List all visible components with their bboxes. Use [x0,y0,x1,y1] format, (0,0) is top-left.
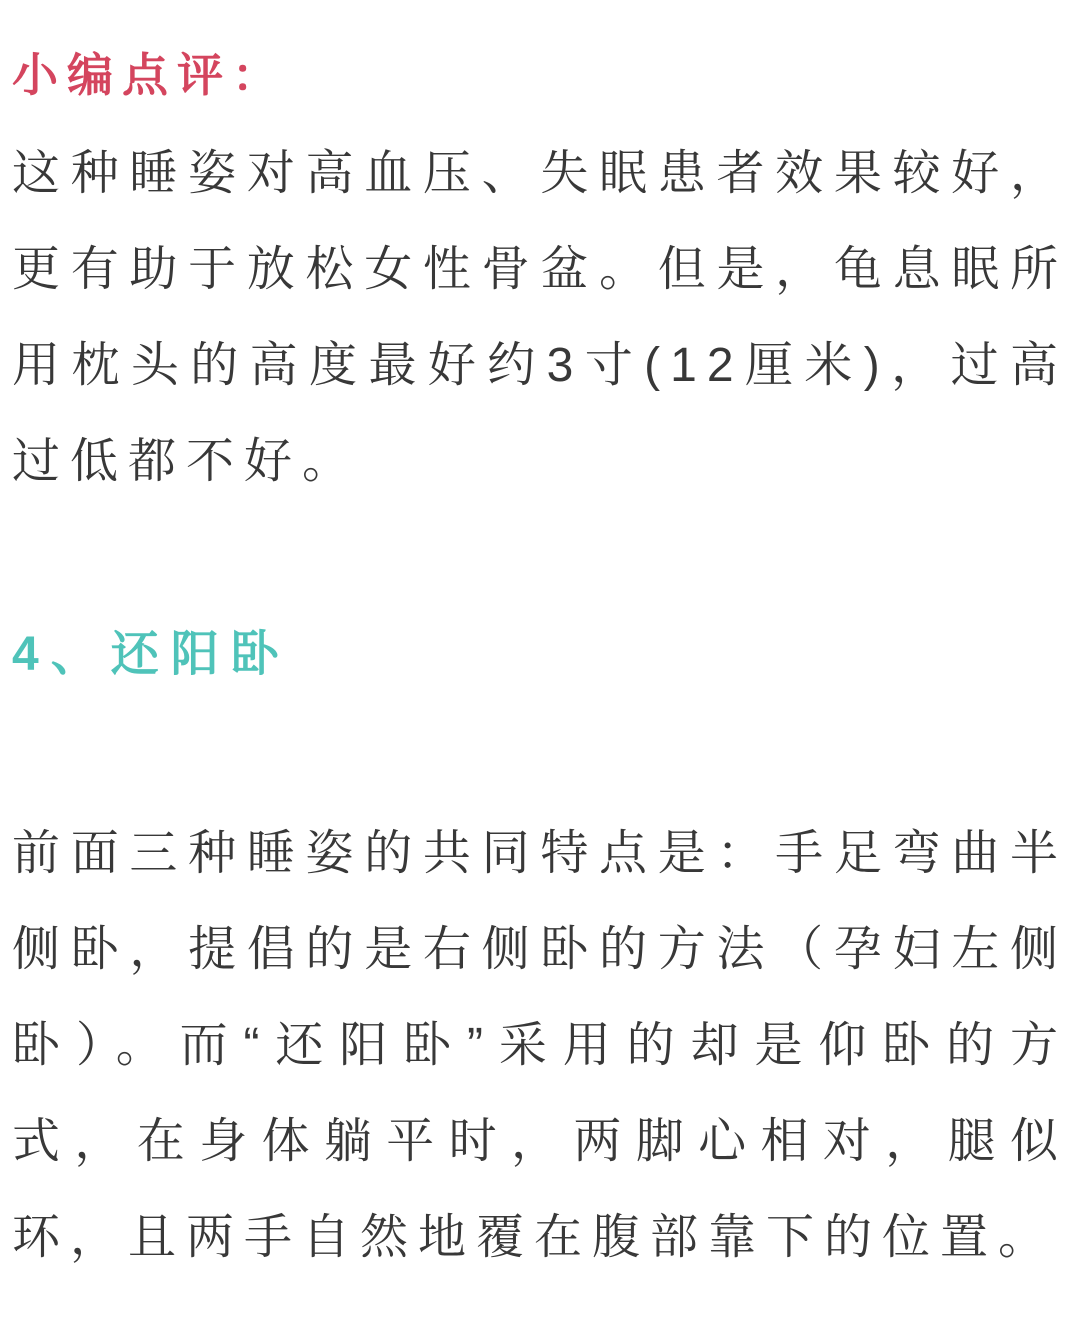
editor-comment-text: 这种睡姿对高血压、失眠患者效果较好，更有助于放松女性骨盆。但是，龟息眠所用枕头的高度最好约3寸(12厘米)，过高过低都不好。 [12,147,1068,488]
editor-comment-heading: 小编点评： [12,49,287,101]
section-4-heading: 4、还阳卧 [12,628,291,681]
section-4-text: 前面三种睡姿的共同特点是：手足弯曲半侧卧，提倡的是右侧卧的方法（孕妇左侧卧）。而“还阳卧”采用的却是仰卧的方式，在身体躺平时，两脚心相对，腿似环，且两手自然地覆在腹部靠下的位置。 [12,827,1068,1264]
